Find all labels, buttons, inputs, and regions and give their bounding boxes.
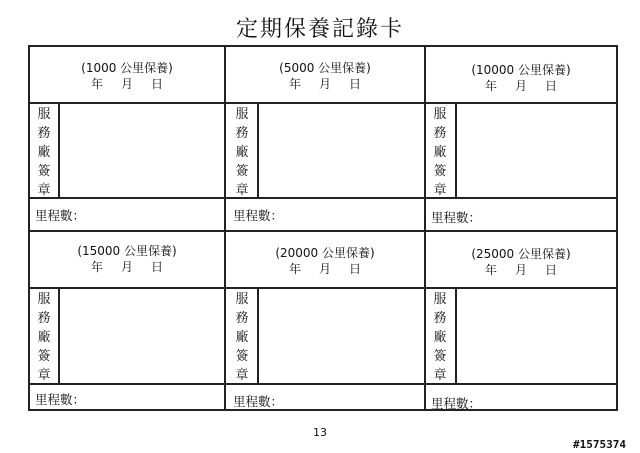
date-line	[226, 261, 424, 277]
month-label: 月	[120, 260, 133, 274]
sign-char: 簽	[235, 164, 249, 179]
date-line	[226, 76, 424, 92]
sign-char: 簽	[433, 164, 447, 179]
divider	[224, 47, 226, 409]
month-label: 月	[514, 79, 527, 93]
divider	[30, 197, 616, 199]
day-label: 日	[544, 263, 557, 277]
sign-char: 廠	[37, 330, 51, 345]
sign-char: 服	[433, 107, 447, 122]
service-sign-label	[429, 290, 451, 385]
divider	[58, 102, 60, 197]
sign-char: 服	[37, 107, 51, 122]
year-label: 年	[288, 77, 301, 91]
page-title: 定期保養記錄卡	[235, 17, 404, 42]
divider	[30, 102, 616, 104]
day-label: 日	[544, 79, 557, 93]
day-label: 日	[150, 77, 163, 91]
service-sign-label	[429, 105, 451, 200]
divider	[58, 287, 60, 383]
sign-char: 章	[433, 183, 447, 198]
service-header	[426, 62, 616, 94]
service-mileage: (10000 公里保養)	[471, 63, 571, 77]
day-label: 日	[150, 260, 163, 274]
service-sign-label	[33, 105, 55, 200]
sign-char: 廠	[37, 145, 51, 160]
date-line	[30, 259, 224, 275]
divider	[257, 102, 259, 197]
sign-char: 務	[37, 311, 51, 326]
month-label: 月	[514, 263, 527, 277]
image-id-stamp: #1575374	[573, 438, 626, 451]
service-sign-label	[231, 105, 253, 200]
sign-char: 廠	[433, 330, 447, 345]
sign-char: 廠	[235, 145, 249, 160]
odometer-label: 里程數：	[431, 396, 482, 411]
odometer-label: 里程數：	[233, 208, 284, 223]
year-label: 年	[484, 263, 497, 277]
date-line	[30, 76, 224, 92]
divider	[455, 287, 457, 383]
sign-char: 章	[37, 368, 51, 383]
sign-char: 務	[235, 311, 249, 326]
divider	[424, 47, 426, 409]
sign-char: 服	[235, 292, 249, 307]
service-mileage: (15000 公里保養)	[77, 244, 177, 258]
divider	[455, 102, 457, 197]
date-line	[426, 78, 616, 94]
sign-char: 務	[37, 126, 51, 141]
day-label: 日	[348, 262, 361, 276]
sign-char: 廠	[235, 330, 249, 345]
sign-char: 簽	[433, 349, 447, 364]
service-sign-label	[231, 290, 253, 385]
sign-char: 簽	[37, 349, 51, 364]
day-label: 日	[348, 77, 361, 91]
sign-char: 章	[235, 183, 249, 198]
service-header	[226, 245, 424, 277]
year-label: 年	[90, 260, 103, 274]
sign-char: 務	[433, 126, 447, 141]
month-label: 月	[318, 262, 331, 276]
odometer-label: 里程數：	[233, 394, 284, 409]
service-header	[30, 243, 224, 275]
service-mileage: (5000 公里保養)	[279, 61, 371, 75]
odometer-label: 里程數：	[35, 208, 86, 223]
sign-char: 廠	[433, 145, 447, 160]
odometer-label: 里程數：	[431, 210, 482, 225]
service-mileage: (25000 公里保養)	[471, 247, 571, 261]
sign-char: 簽	[235, 349, 249, 364]
divider	[30, 287, 616, 289]
service-header	[226, 60, 424, 92]
service-header	[426, 246, 616, 278]
sign-char: 務	[433, 311, 447, 326]
divider	[30, 230, 616, 232]
service-header	[30, 60, 224, 92]
sign-char: 簽	[37, 164, 51, 179]
divider	[257, 287, 259, 383]
page-number: 13	[313, 426, 327, 439]
year-label: 年	[484, 79, 497, 93]
year-label: 年	[288, 262, 301, 276]
maintenance-record-card	[28, 45, 618, 411]
sign-char: 服	[433, 292, 447, 307]
month-label: 月	[120, 77, 133, 91]
sign-char: 服	[37, 292, 51, 307]
service-mileage: (1000 公里保養)	[81, 61, 173, 75]
sign-char: 章	[37, 183, 51, 198]
divider	[30, 383, 616, 385]
sign-char: 務	[235, 126, 249, 141]
year-label: 年	[90, 77, 103, 91]
service-mileage: (20000 公里保養)	[275, 246, 375, 260]
odometer-label: 里程數：	[35, 392, 86, 407]
sign-char: 章	[235, 368, 249, 383]
sign-char: 章	[433, 368, 447, 383]
service-sign-label	[33, 290, 55, 385]
month-label: 月	[318, 77, 331, 91]
date-line	[426, 262, 616, 278]
sign-char: 服	[235, 107, 249, 122]
